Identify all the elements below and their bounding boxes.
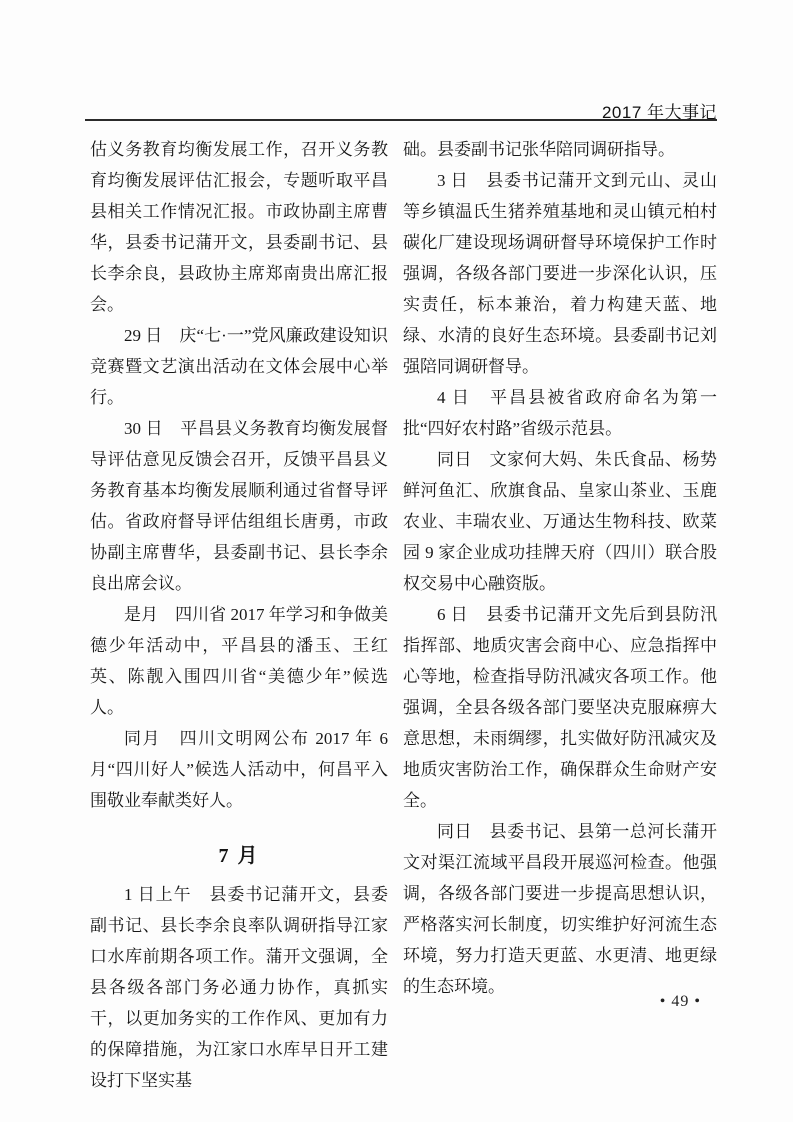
left-text-column bbox=[90, 134, 388, 1096]
paragraph: 估义务教育均衡发展工作，召开义务教育均衡发展评估汇报会，专题听取平昌县相关工作情况汇报。市政协副主席曹华，县委书记蒲开文，县委副书记、县长李余良，县政协主席郑南贵出席汇报会。 bbox=[90, 140, 388, 314]
paragraph: 4 日 平昌县被省政府命名为第一批“四好农村路”省级示范县。 bbox=[403, 388, 717, 438]
paragraph: 同日 县委书记、县第一总河长蒲开文对渠江流域平昌段开展巡河检查。他强调，各级各部门要进一步提高思想认识，严格落实河长制度，切实维护好河流生态环境，努力打造天更蓝、水更清、地更绿的生态环境。 bbox=[403, 822, 717, 996]
page-number: • 49 • bbox=[659, 993, 701, 1010]
paragraph: 30 日 平昌县义务教育均衡发展督导评估意见反馈会召开，反馈平昌县义务教育基本均衡发展顺利通过省督导评估。省政府督导评估组组长唐勇，市政协副主席曹华，县委副书记、县长李余良出席会议。 bbox=[90, 419, 388, 593]
right-text-column bbox=[403, 134, 717, 1002]
paragraph: 3 日 县委书记蒲开文到元山、灵山等乡镇温氏生猪养殖基地和灵山镇元柏村碳化厂建设现场调研督导环境保护工作时强调，各级各部门要进一步深化认识，压实责任，标本兼治，着力构建天蓝、地绿、水清的良好生态环境。县委副书记刘强陪同调研督导。 bbox=[403, 171, 717, 376]
paragraph: 同日 文家何大妈、朱氏食品、杨势鲜河鱼汇、欣旗食品、皇家山茶业、玉鹿农业、丰瑞农业、万通达生物科技、欧菜园 9 家企业成功挂牌天府（四川）联合股权交易中心融资版。 bbox=[403, 450, 717, 593]
paragraph: 6 日 县委书记蒲开文先后到县防汛指挥部、地质灾害会商中心、应急指挥中心等地，检查指导防汛减灾各项工作。他强调，全县各级各部门要坚决克服麻痹大意思想，未雨绸缪，扎实做好防汛减灾及地质灾害防治工作，确保群众生命财产安全。 bbox=[403, 605, 717, 810]
paragraph: 是月 四川省 2017 年学习和争做美德少年活动中，平昌县的潘玉、王红英、陈靓入围四川省“美德少年”候选人。 bbox=[90, 605, 388, 717]
running-header-title: 2017 年大事记 bbox=[601, 103, 717, 122]
paragraph: 29 日 庆“七·一”党风廉政建设知识竞赛暨文艺演出活动在文体会展中心举行。 bbox=[90, 326, 388, 407]
paragraph: 1 日上午 县委书记蒲开文，县委副书记、县长李余良率队调研指导江家口水库前期各项工作。蒲开文强调，全县各级各部门务必通力协作，真抓实干，以更加务实的工作作风、更加有力的保障措施，为江家口水库早日开工建设打下坚实基 bbox=[90, 885, 388, 1090]
paragraph: 同月 四川文明网公布 2017 年 6 月“四川好人”候选人活动中，何昌平入围敬业奉献类好人。 bbox=[90, 729, 388, 810]
paragraph: 础。县委副书记张华陪同调研指导。 bbox=[403, 140, 675, 159]
month-heading: 7 月 bbox=[218, 845, 260, 867]
header-rule bbox=[85, 119, 717, 121]
